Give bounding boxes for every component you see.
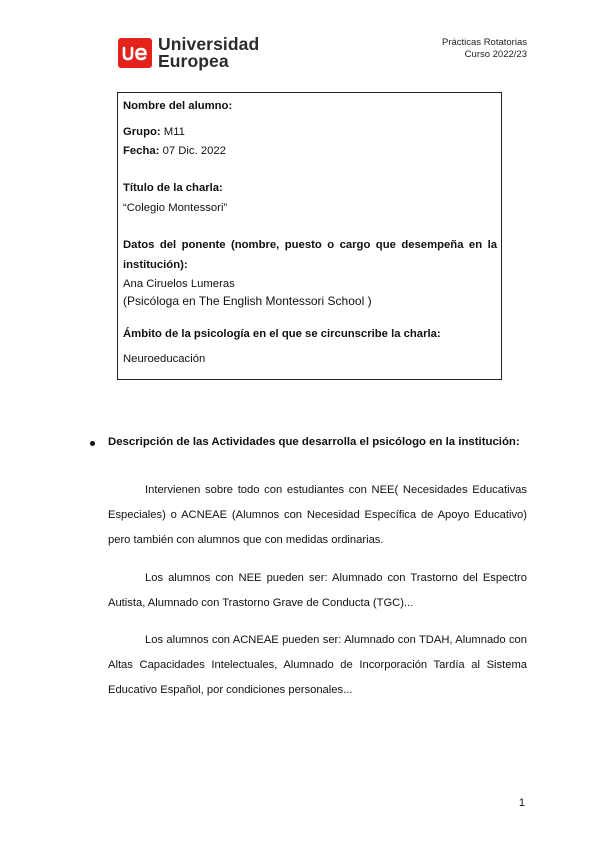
- nombre-label: Nombre del alumno:: [123, 100, 233, 112]
- paragraph-1: [108, 478, 527, 553]
- ue-logo-icon: [118, 38, 152, 68]
- ponente-name: Ana Ciruelos Lumeras: [123, 278, 235, 290]
- titulo-value: “Colegio Montessori”: [123, 202, 228, 214]
- paragraph-3-text: Los alumnos con ACNEAE pueden ser: Alumnado con TDAH, Alumnado con Altas Capacidades Intelectuales, Alumnado de Incorporación Tardía al Sistema Educativo Español, por condiciones personales...: [108, 634, 527, 696]
- grupo-row: [123, 126, 497, 138]
- paragraph-1-text: Intervienen sobre todo con estudiantes con NEE( Necesidades Educativas Especiales) o ACNEAE (Alumnos con Necesidad Específica de Apoyo Educativo) pero también con alumnos que con medidas ordinarias.: [108, 484, 527, 546]
- section-heading: [90, 436, 520, 448]
- fecha-row: [123, 145, 497, 157]
- paragraph-2-text: Los alumnos con NEE pueden ser: Alumnado con Trastorno del Espectro Autista, Alumnado con Trastorno Grave de Conducta (TGC)...: [108, 572, 527, 609]
- fecha-value: 07 Dic. 2022: [162, 145, 226, 157]
- grupo-label: Grupo:: [123, 126, 161, 138]
- titulo-label: Título de la charla:: [123, 182, 223, 194]
- header-course: Curso 2022/23: [464, 49, 527, 60]
- student-info-box: [117, 92, 502, 380]
- paragraph-3: [108, 628, 527, 703]
- ponente-role: (Psicóloga en The English Montessori School ): [123, 294, 372, 308]
- page-number: 1: [518, 797, 525, 809]
- header-course-info: [442, 37, 527, 61]
- university-logo: [118, 36, 259, 70]
- ambito-label: Ámbito de la psicología en el que se circunscribe la charla:: [123, 328, 441, 340]
- grupo-value: M11: [163, 126, 185, 138]
- ambito-value: Neuroeducación: [123, 353, 206, 365]
- logo-line-1: Universidad: [158, 34, 260, 54]
- fecha-label: Fecha:: [123, 145, 160, 157]
- bullet-icon: [90, 441, 95, 446]
- datos-label-line1: Datos del ponente (nombre, puesto o cargo que desempeña en la: [123, 239, 497, 251]
- paragraph-2: [108, 566, 527, 616]
- section-heading-text: Descripción de las Actividades que desarrolla el psicólogo en la institución:: [108, 436, 520, 448]
- header-title: Prácticas Rotatorias: [441, 37, 527, 48]
- logo-line-2: Europea: [158, 51, 229, 71]
- datos-label-line2: institución):: [123, 259, 188, 271]
